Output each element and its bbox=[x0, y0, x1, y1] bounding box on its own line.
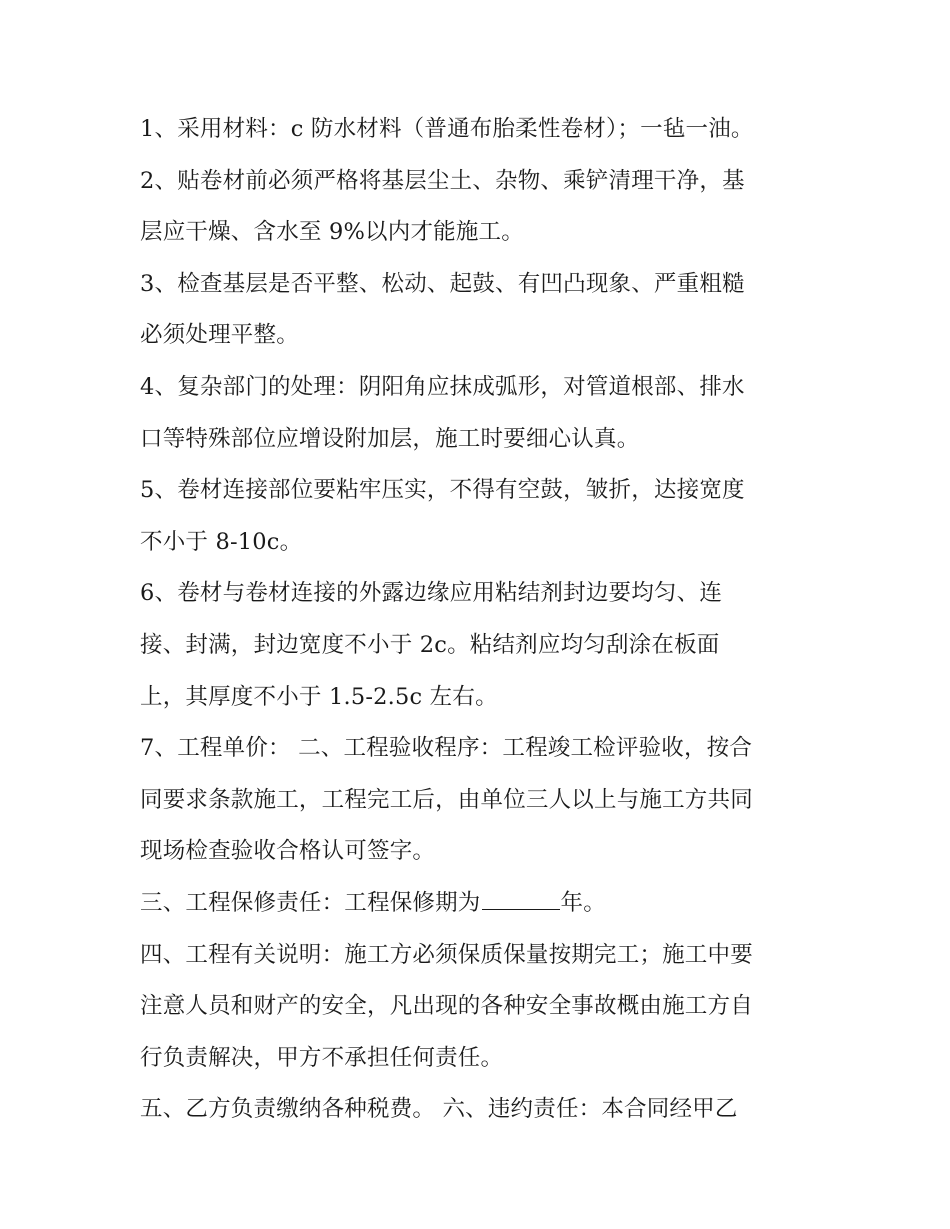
text-line: 不小于 8-10c。 bbox=[140, 528, 303, 555]
warranty-suffix: 年。 bbox=[560, 889, 606, 916]
text-line: 5、卷材连接部位要粘牢压实，不得有空鼓，皱折，达接宽度 bbox=[140, 477, 745, 504]
text-line: 2、贴卷材前必须严格将基层尘土、杂物、乘铲清理干净，基 bbox=[140, 167, 745, 194]
text-line: 层应干燥、含水至 9%以内才能施工。 bbox=[140, 219, 524, 246]
text-line: 4、复杂部门的处理：阴阳角应抹成弧形，对管道根部、排水 bbox=[140, 373, 745, 400]
text-line: 6、卷材与卷材连接的外露边缘应用粘结剂封边要均匀、连 bbox=[140, 580, 723, 607]
text-line: 7、工程单价： 二、工程验收程序：工程竣工检评验收，按合 bbox=[140, 735, 753, 762]
text-line: 注意人员和财产的安全，凡出现的各种安全事故概由施工方自 bbox=[140, 993, 753, 1020]
text-line: 口等特殊部位应增设附加层，施工时要细心认真。 bbox=[140, 425, 640, 452]
text-line: 接、封满，封边宽度不小于 2c。粘结剂应均匀刮涂在板面 bbox=[140, 631, 720, 658]
text-line: 3、检查基层是否平整、松动、起鼓、有凹凸现象、严重粗糙 bbox=[140, 270, 745, 297]
warranty-prefix: 三、工程保修责任：工程保修期为 bbox=[140, 889, 481, 916]
text-line: 上，其厚度不小于 1.5-2.5c 左右。 bbox=[140, 683, 498, 710]
text-line: 1、采用材料：c 防水材料（普通布胎柔性卷材）；一毡一油。 bbox=[140, 116, 754, 142]
text-line: 四、工程有关说明：施工方必须保质保量按期完工；施工中要 bbox=[140, 941, 753, 968]
contract-body bbox=[140, 104, 830, 1136]
text-line: 现场检查验收合格认可签字。 bbox=[140, 838, 436, 865]
text-line: 行负责解决，甲方不承担任何责任。 bbox=[140, 1044, 504, 1071]
warranty-line bbox=[140, 878, 830, 930]
text-line: 同要求条款施工，工程完工后，由单位三人以上与施工方共同 bbox=[140, 786, 753, 813]
text-line: 五、乙方负责缴纳各种税费。 六、违约责任：本合同经甲乙 bbox=[140, 1096, 738, 1123]
warranty-period-blank bbox=[482, 885, 560, 910]
text-line: 必须处理平整。 bbox=[140, 322, 299, 349]
